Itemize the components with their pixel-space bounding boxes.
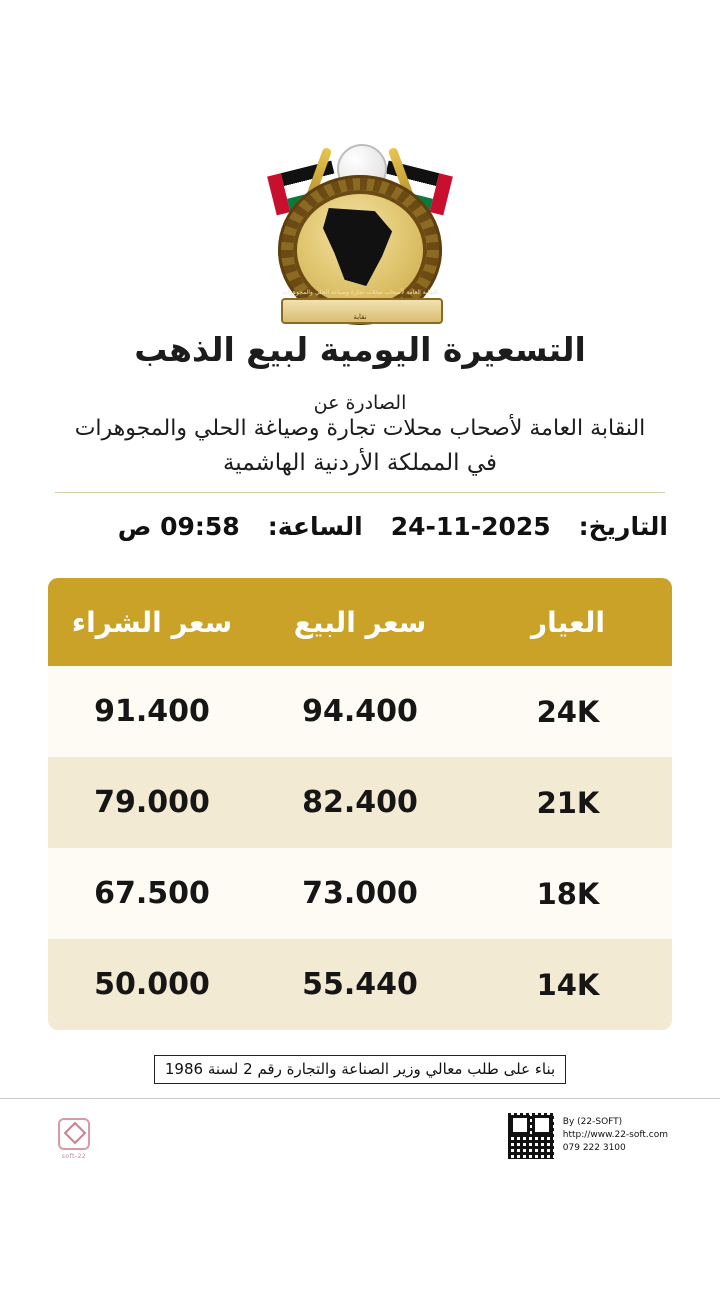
date-value: 24-11-2025 [390, 512, 551, 541]
date-time-bar [52, 512, 668, 541]
cell-sell-price: 94.400 [302, 694, 418, 729]
cell-sell-price: 82.400 [302, 785, 418, 820]
brand-logo [52, 1118, 96, 1160]
footer [0, 1104, 720, 1176]
cell-buy-price: 50.000 [94, 967, 210, 1002]
time-label: الساعة: [267, 512, 363, 541]
emblem-ribbon-text: نقابة [353, 313, 367, 321]
cell-sell-price: 55.440 [302, 967, 418, 1002]
emblem-circle-text: النقابة العامة لأصحاب محلات تجارة وصياغة الحلي والمجوهرات [282, 288, 438, 296]
column-header-karat: العيار [531, 605, 605, 639]
cell-sell-price: 73.000 [302, 876, 418, 911]
cell-buy-price: 91.400 [94, 694, 210, 729]
cell-karat: 14K [536, 967, 600, 1002]
vendor-site[interactable]: http://www.22-soft.com [562, 1130, 668, 1141]
table-row [48, 848, 672, 939]
cell-karat: 21K [536, 785, 600, 820]
footnote-text: بناء على طلب معالي وزير الصناعة والتجارة رقم 2 لسنة 1986 [154, 1055, 566, 1084]
footnote [0, 1055, 720, 1084]
country-line: في المملكة الأردنية الهاشمية [222, 450, 498, 476]
table-row [48, 939, 672, 1030]
issued-by-label: الصادرة عن [313, 392, 407, 414]
qr-code-icon [507, 1112, 555, 1160]
cell-buy-price: 79.000 [94, 785, 210, 820]
brand-label: 22-soft [61, 1153, 87, 1160]
vendor-by: By (22-SOFT) [562, 1117, 623, 1127]
cell-karat: 18K [536, 876, 600, 911]
syndicate-emblem-icon [265, 140, 455, 330]
cell-buy-price: 67.500 [94, 876, 210, 911]
footer-divider [0, 1098, 720, 1099]
vendor-phone: 079 222 3100 [562, 1143, 626, 1154]
cell-karat: 24K [536, 694, 600, 729]
divider [55, 492, 665, 493]
gold-price-table [48, 578, 672, 1030]
vendor-info [507, 1112, 668, 1160]
vendor-text-block [563, 1112, 668, 1155]
column-header-buy-price: سعر الشراء [71, 605, 233, 639]
date-label: التاريخ: [578, 512, 668, 541]
table-header-row [48, 578, 672, 666]
cube-icon [58, 1118, 90, 1150]
emblem-container [0, 140, 720, 330]
authority-line: النقابة العامة لأصحاب محلات تجارة وصياغة الحلي والمجوهرات [74, 416, 646, 441]
table-row [48, 757, 672, 848]
page-title: التسعيرة اليومية لبيع الذهب [134, 330, 586, 369]
column-header-sell-price: سعر البيع [293, 605, 427, 639]
time-value: 09:58 ص [117, 512, 240, 541]
table-row [48, 666, 672, 757]
